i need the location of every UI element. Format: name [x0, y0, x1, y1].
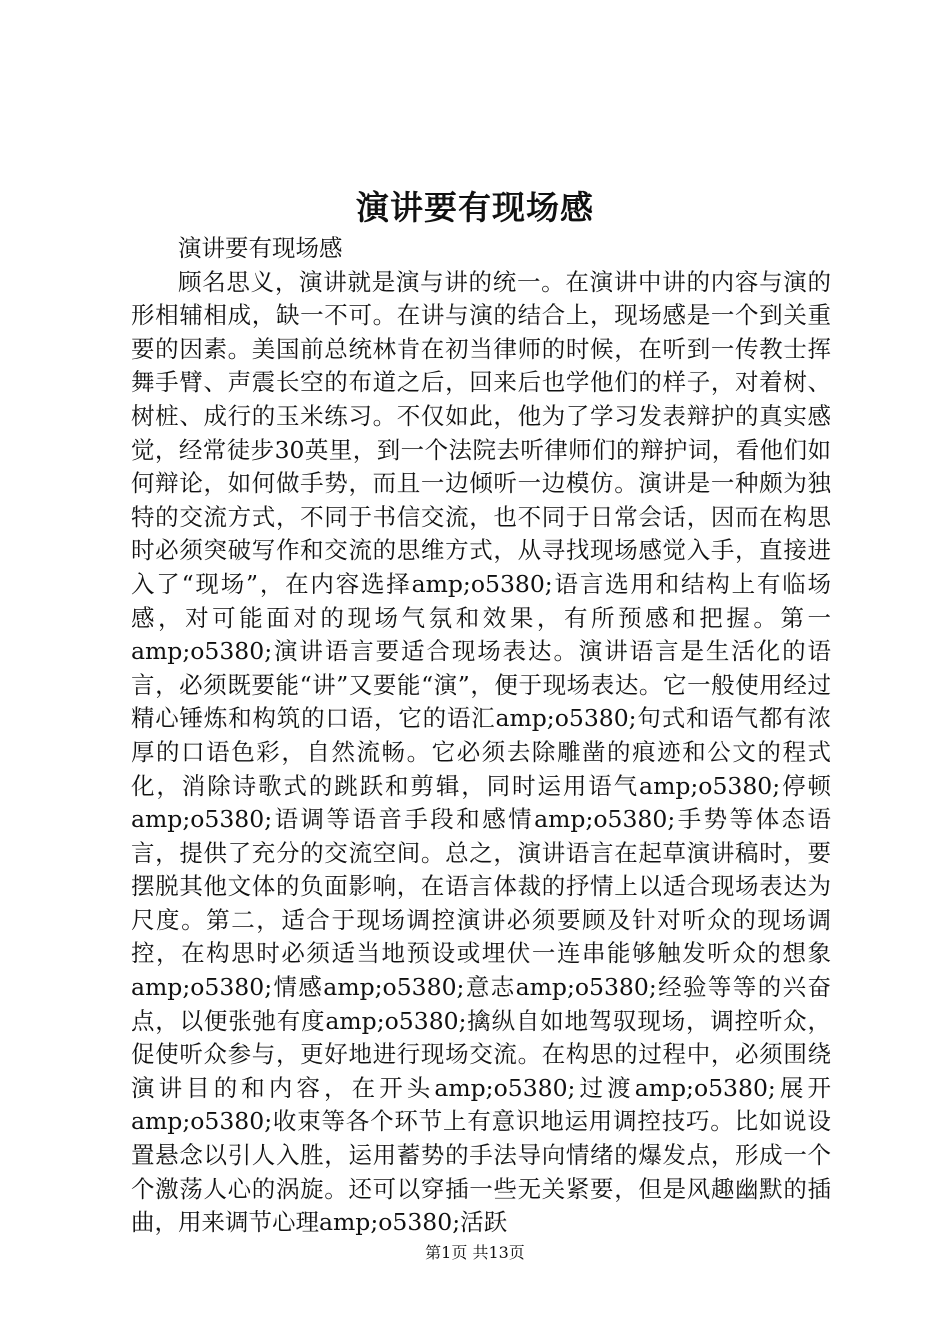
document-subtitle: 演讲要有现场感 — [178, 234, 343, 262]
document-body — [131, 232, 831, 1240]
page-footer: 第1页 共13页 — [425, 1243, 525, 1262]
document-paragraph: 顾名思义，演讲就是演与讲的统一。在演讲中讲的内容与演的形相辅相成，缺一不可。在讲与演的结合上，现场感是一个到关重要的因素。美国前总统林肯在初当律师的时候，在听到一传教士挥舞手臂、声震长空的布道之后，回来后也学他们的样子，对着树、树桩、成行的玉米练习。不仅如此，他为了学习发表辩护的真实感觉，经常徒步30英里，到一个法院去听律师们的辩护词，看他们如何辩论，如何做手势，而且一边倾听一边模仿。演讲是一种颇为独特的交流方式，不同于书信交流，也不同于日常会话，因而在构思时必须突破写作和交流的思维方式，从寻找现场感觉入手，直接进入了“现场”，在内容选择amp;o5380;语言选用和结构上有临场感，对可能面对的现场气氛和效果，有所预感和把握。第一amp;o5380;演讲语言要适合现场表达。演讲语言是生活化的语言，必须既要能“讲”又要能“演”，便于现场表达。它一般使用经过精心锤炼和构筑的口语，它的语汇amp;o5380;句式和语气都有浓厚的口语色彩，自然流畅。它必须去除雕凿的痕迹和公文的程式化，消除诗歌式的跳跃和剪辑，同时运用语气amp;o5380;停顿amp;o5380;语调等语音手段和感情amp;o5380;手势等体态语言，提供了充分的交流空间。总之，演讲语言在起草演讲稿时，要摆脱其他文体的负面影响，在语言体裁的抒情上以适合现场表达为尺度。第二，适合于现场调控演讲必须要顾及针对听众的现场调控，在构思时必须适当地预设或埋伏一连串能够触发听众的想象amp;o5380;情感amp;o5380;意志amp;o5380;经验等等的兴奋点，以便张弛有度amp;o5380;擒纵自如地驾驭现场，调控听众，促使听众参与，更好地进行现场交流。在构思的过程中，必须围绕演讲目的和内容，在开头amp;o5380;过渡amp;o5380;展开amp;o5380;收束等各个环节上有意识地运用调控技巧。比如说设置悬念以引人入胜，运用蓄势的手法导向情绪的爆发点，形成一个个激荡人心的涡旋。还可以穿插一些无关紧要，但是风趣幽默的插曲，用来调节心理amp;o5380;活跃 — [131, 267, 831, 1237]
document-title: 演讲要有现场感 — [356, 188, 594, 227]
